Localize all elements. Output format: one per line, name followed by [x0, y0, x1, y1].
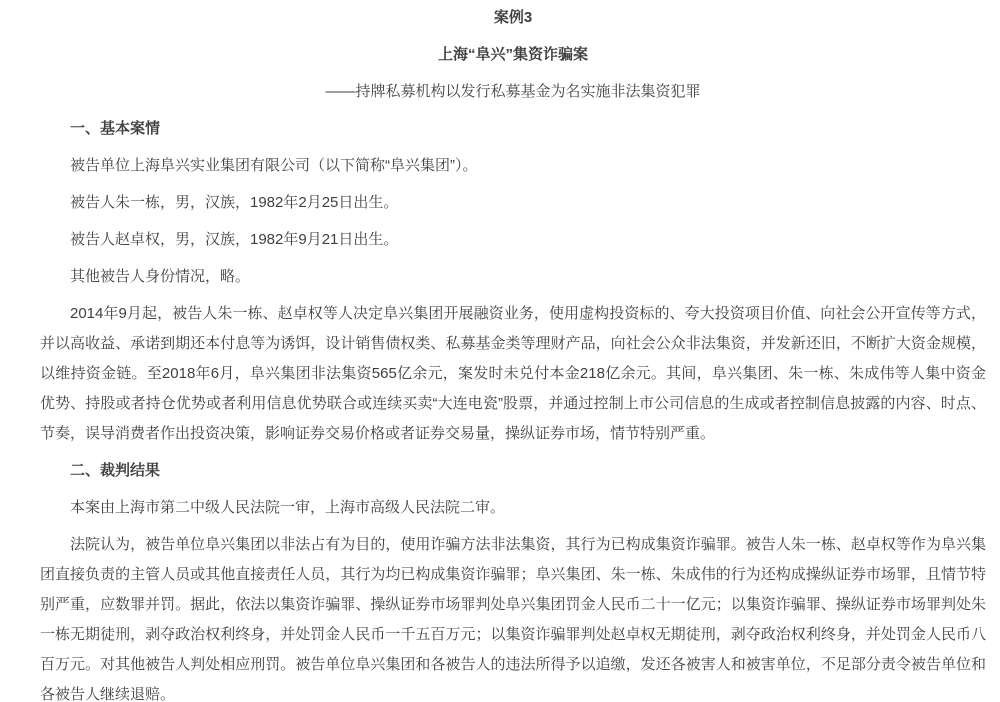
para-judgment-result: 法院认为，被告单位阜兴集团以非法占有为目的，使用诈骗方法非法集资，其行为已构成集资诈骗罪。被告人朱一栋、赵卓权等作为阜兴集团直接负责的主管人员或其他直接责任人员，其行为均已构成集资诈骗罪；阜兴集团、朱一栋、朱成伟的行为还构成操纵证券市场罪，且情节特别严重，应数罪并罚。据此，依法以集资诈骗罪、操纵证券市场罪判处阜兴集团罚金人民币二十一亿元；以集资诈骗罪、操纵证券市场罪判处朱一栋无期徒刑，剥夺政治权利终身，并处罚金人民币一千五百万元；以集资诈骗罪判处赵卓权无期徒刑，剥夺政治权利终身，并处罚金人民币八百万元。对其他被告人判处相应刑罚。被告单位阜兴集团和各被告人的违法所得予以追缴，发还各被害人和被害单位，不足部分责令被告单位和各被告人继续退赔。	[40, 536, 986, 702]
para-case-facts: 2014年9月起，被告人朱一栋、赵卓权等人决定阜兴集团开展融资业务，使用虚构投资标的、夸大投资项目价值、向社会公开宣传等方式，并以高收益、承诺到期还本付息等为诱饵，设计销售债权类、私募基金类等理财产品，向社会公众非法集资，并发新还旧，不断扩大资金规模，以维持资金链。至2018年6月，阜兴集团非法集资565亿余元，案发时未兑付本金218亿余元。其间，阜兴集团、朱一栋、朱成伟等人集中资金优势、持股或者持仓优势或者利用信息优势联合或连续买卖“大连电瓷”股票，并通过控制上市公司信息的生成或者控制信息披露的内容、时点、节奏，误导消费者作出投资决策，影响证券交易价格或者证券交易量，操纵证券市场，情节特别严重。	[40, 305, 986, 442]
case-subtitle: ——持牌私募机构以发行私募基金为名实施非法集资犯罪	[325, 83, 701, 100]
case-title: 上海“阜兴”集资诈骗案	[437, 46, 588, 63]
section-heading-basic-facts: 一、基本案情	[70, 120, 161, 137]
case-label: 案例3	[493, 9, 533, 26]
para-defendant-zhao: 被告人赵卓权，男，汉族，1982年9月21日出生。	[70, 231, 399, 248]
para-defendant-zhu: 被告人朱一栋，男，汉族，1982年2月25日出生。	[70, 194, 399, 211]
para-defendant-unit: 被告单位上海阜兴实业集团有限公司（以下简称“阜兴集团”）。	[70, 157, 478, 174]
para-other-defendants: 其他被告人身份情况，略。	[70, 268, 251, 285]
para-court-levels: 本案由上海市第二中级人民法院一审，上海市高级人民法院二审。	[70, 499, 506, 516]
section-heading-judgment: 二、裁判结果	[70, 462, 161, 479]
